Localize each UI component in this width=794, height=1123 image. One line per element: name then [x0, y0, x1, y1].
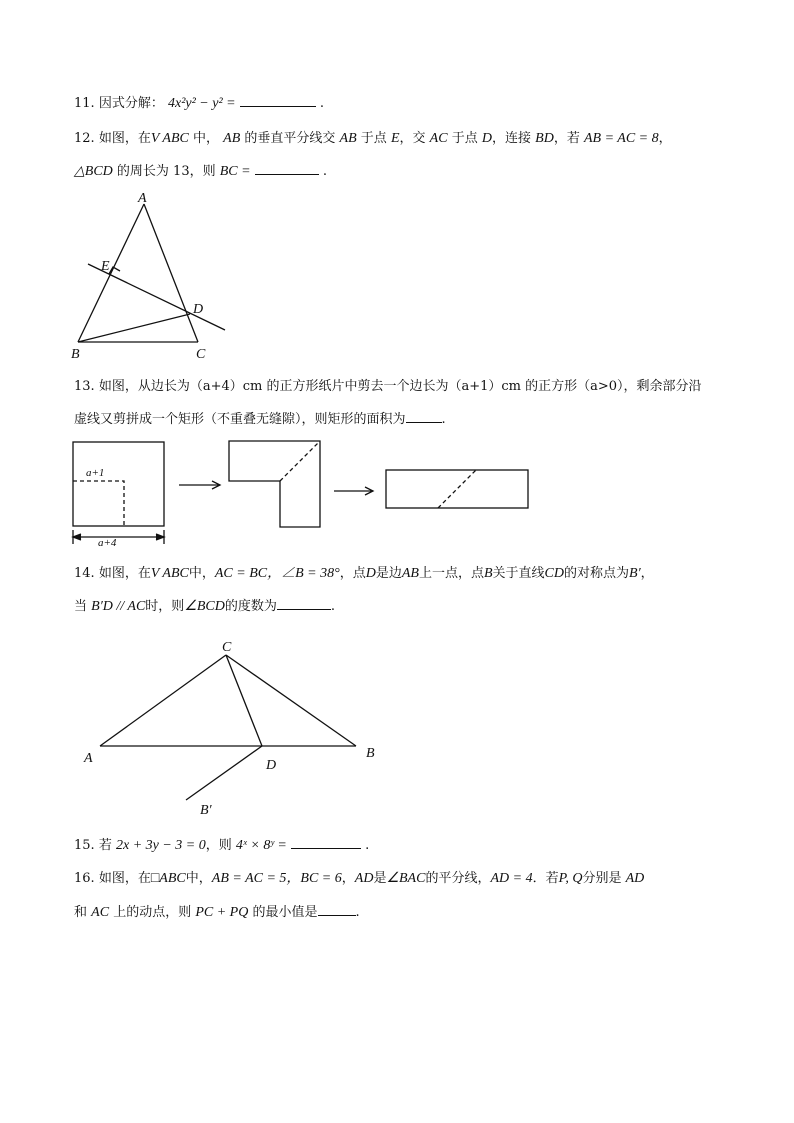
text: 的最小值是 [252, 905, 318, 920]
math-segment: AB [223, 131, 241, 146]
text: 于点 [451, 131, 478, 146]
math-segment: AC [91, 905, 110, 920]
figure-q14-triangle [78, 634, 388, 819]
text: 时，则 [145, 599, 185, 614]
math-expression: 4ˣ × 8ʸ = [235, 838, 287, 853]
text: 虚线又剪拼成一个矩形（不重叠无缝隙），则矩形的面积为 [74, 412, 406, 427]
math-equation: AB = AC = 8 [583, 131, 659, 146]
question-13-line-2 [74, 410, 446, 428]
text: ．若 [532, 871, 559, 886]
label-a: A [138, 191, 147, 206]
period: . [355, 905, 360, 920]
question-number: 14. [74, 566, 95, 581]
text: 和 [74, 905, 88, 920]
question-text: 因式分解： [98, 96, 164, 111]
math-condition: AB = AC = 5，BC = 6 [211, 871, 342, 886]
label-b: B [366, 746, 375, 761]
label-c: C [196, 347, 206, 362]
dimension-arrow-left [73, 534, 81, 540]
text: ， [658, 131, 672, 146]
period: . [441, 412, 446, 427]
text: 的周长为 13，则 [116, 164, 216, 179]
math-point: B′ [629, 566, 641, 581]
segment-bc [226, 655, 356, 746]
math-point: D [481, 131, 492, 146]
text: ， [341, 871, 355, 886]
segment-ac [100, 655, 226, 746]
outer-square [73, 442, 164, 526]
text: 上一点，点 [418, 566, 484, 581]
text: ，点 [339, 566, 366, 581]
text: 如图，从边长为（a+4）cm 的正方形纸片中剪去一个边长为（a+1）cm 的正方形（a>0），剩余部分沿 [98, 379, 702, 394]
math-triangle: V ABC [150, 131, 189, 146]
period: . [319, 96, 325, 111]
label-b: B [71, 347, 80, 362]
figure-q13-cut-and-rearrange [68, 438, 538, 553]
label-d: D [266, 758, 277, 773]
text: 如图，在 [98, 566, 151, 581]
math-condition: AC = BC，∠B = 38° [214, 566, 340, 581]
text: ，交 [399, 131, 426, 146]
text: 若 [98, 838, 112, 853]
answer-blank[interactable] [240, 94, 316, 107]
segment-bd [78, 314, 190, 342]
math-point: D [365, 566, 376, 581]
answer-blank[interactable] [291, 836, 361, 849]
period: . [330, 599, 336, 614]
label-a-plus-4: a+4 [98, 537, 117, 549]
l-shape-cut-line [280, 441, 320, 481]
math-triangle: □ABC [150, 871, 186, 886]
text: 关于直线 [492, 566, 545, 581]
math-segment: AB [401, 566, 419, 581]
segment-ac [144, 204, 198, 342]
question-16-line-1 [74, 871, 644, 887]
text: ，若 [553, 131, 580, 146]
math-segment: AB [339, 131, 357, 146]
question-number: 13. [74, 379, 95, 394]
rectangle-cut-line [438, 470, 476, 508]
text: 的度数为 [224, 599, 277, 614]
question-14-line-2 [74, 597, 335, 615]
question-number: 12. [74, 131, 95, 146]
math-segment: BD [535, 131, 554, 146]
math-condition: B′D // AC [91, 599, 146, 614]
math-expression: 4x²y² − y² = [167, 96, 236, 111]
period: . [365, 838, 370, 853]
text: 是 [373, 871, 387, 886]
math-segment: AD [625, 871, 645, 886]
result-rectangle [386, 470, 528, 508]
question-12-line-2 [74, 162, 327, 180]
segment-db-prime [186, 746, 262, 800]
text: 中， [185, 871, 212, 886]
cut-dashed-line [73, 481, 124, 526]
math-equation: 2x + 3y − 3 = 0 [115, 838, 206, 853]
text: 上的动点，则 [113, 905, 192, 920]
math-triangle: △BCD [74, 164, 113, 179]
label-e: E [101, 259, 110, 274]
question-12-line-1 [74, 131, 672, 147]
period: . [322, 164, 328, 179]
text: 于点 [360, 131, 387, 146]
math-segment: AD [354, 871, 374, 886]
text: 的平分线， [425, 871, 491, 886]
text: 如图，在 [98, 871, 151, 886]
text: 的对称点为 [564, 566, 630, 581]
question-15 [74, 836, 369, 854]
segment-ab [78, 204, 144, 342]
question-13-line-1 [74, 379, 702, 395]
question-number: 16. [74, 871, 95, 886]
label-b-prime: B′ [200, 803, 212, 818]
math-equation: AD = 4 [490, 871, 533, 886]
text: 分别是 [582, 871, 622, 886]
answer-blank[interactable] [277, 597, 331, 610]
math-points: P, Q [558, 871, 583, 886]
text: 当 [74, 599, 88, 614]
answer-blank[interactable] [406, 410, 442, 423]
text: ，连接 [491, 131, 531, 146]
math-expression: PC + PQ [195, 905, 249, 920]
answer-blank[interactable] [318, 903, 356, 916]
question-number: 11. [74, 96, 95, 111]
math-point: B [483, 566, 493, 581]
math-expression: BC = [219, 164, 251, 179]
segment-cd [226, 655, 262, 746]
math-point: E [390, 131, 400, 146]
math-angle: ∠BCD [184, 599, 225, 614]
label-c: C [222, 640, 232, 655]
text: ， [640, 566, 654, 581]
dimension-arrow-right [156, 534, 164, 540]
math-segment: AC [429, 131, 448, 146]
question-14-line-1 [74, 566, 654, 582]
label-a-plus-1: a+1 [86, 467, 105, 479]
question-11 [74, 94, 324, 112]
label-d: D [193, 302, 204, 317]
question-16-line-2 [74, 903, 360, 921]
text: 如图，在 [98, 131, 151, 146]
text: 是边 [375, 566, 402, 581]
text: 的垂直平分线交 [244, 131, 336, 146]
text: 中， [188, 566, 215, 581]
text: 中， [192, 131, 219, 146]
label-a: A [84, 751, 93, 766]
answer-blank[interactable] [255, 162, 319, 175]
question-number: 15. [74, 838, 95, 853]
text: ，则 [205, 838, 232, 853]
math-angle: ∠BAC [386, 871, 426, 886]
math-triangle: V ABC [150, 566, 189, 581]
math-line: CD [544, 566, 564, 581]
figure-q12-triangle [70, 190, 240, 365]
